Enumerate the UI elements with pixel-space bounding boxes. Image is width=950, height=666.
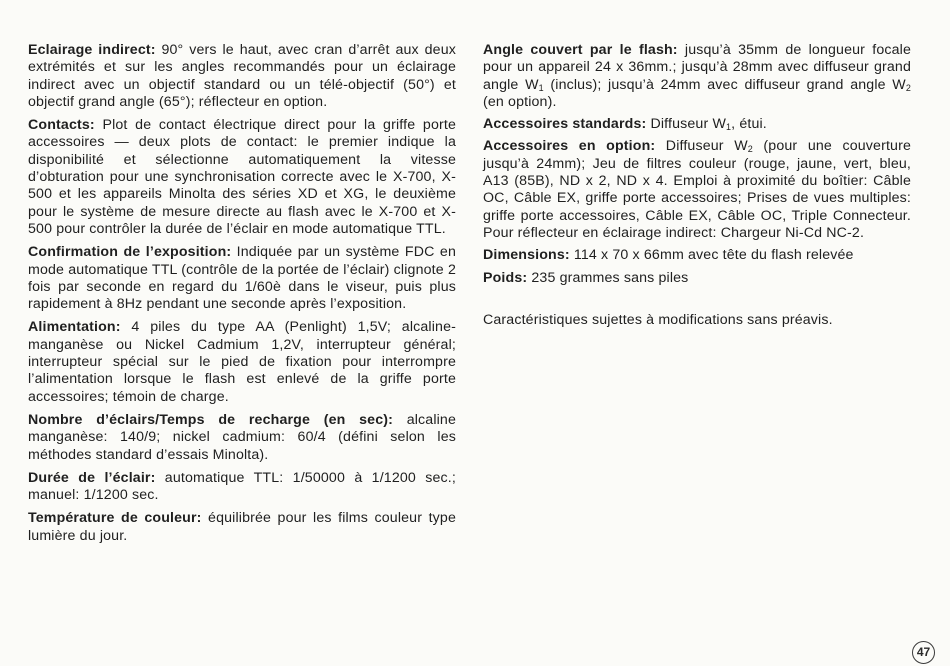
spec-coverage-angle	[483, 42, 911, 111]
left-column	[28, 42, 456, 551]
spec-text: équilibrée pour les films couleur type lumière du jour.	[28, 510, 456, 544]
spec-optional-accessories	[483, 138, 911, 242]
spec-term: Température de couleur:	[28, 510, 202, 527]
spec-text: 114 x 70 x 66mm avec tête du flash relevée	[569, 247, 854, 264]
subscript: 1	[725, 122, 732, 133]
spec-notice: Caractéristiques sujettes à modifications sans préavis.	[483, 311, 833, 328]
spec-text: (en option).	[483, 93, 557, 110]
spec-contacts	[28, 117, 456, 238]
spec-term: Nombre d’éclairs/Temps de recharge (en sec):	[28, 411, 393, 428]
spec-text: jusqu’à 35mm de longueur focale pour un appareil 24 x 36mm.; jusqu’à 28mm avec diffuseur grand angle W	[483, 42, 911, 93]
spec-term: Dimensions:	[483, 247, 570, 264]
spec-term: Angle couvert par le flash:	[483, 42, 678, 58]
spec-text: (inclus); jusqu’à 24mm avec diffuseur grand angle W	[543, 76, 906, 93]
subscript: 2	[747, 144, 753, 155]
spec-bounce-lighting	[28, 42, 456, 111]
spec-exposure-confirmation	[28, 244, 456, 313]
spec-text: (pour une couverture jusqu’à 24mm); Jeu de filtres couleur (rouge, jaune, vert, bleu, A13 (85B), ND x 2, ND x 4. Emploi à proximité du boîtier: Câble OC, Câble EX, griffe porte accessoires; Prises de vues multiples: griffe porte accessoires, Câble EX, Câble OC, Triple Connecteur. Pour réflecteur en éclairage indirect: Chargeur Ni-Cd NC-2.	[483, 138, 912, 241]
spec-term: Eclairage indirect:	[28, 42, 156, 58]
spec-power-supply	[28, 319, 456, 405]
spec-flash-duration	[28, 470, 456, 505]
spec-term: Alimentation:	[28, 319, 121, 336]
spec-text: 90° vers le haut, avec cran d’arrêt aux deux extrémités et sur les angles recommandés pour un éclairage indirect avec un objectif standard ou un télé-objectif (50°) et objectif grand angle (65°); réflecteur en option.	[28, 42, 456, 110]
spec-weight	[483, 270, 911, 287]
spec-text: Indiquée par un système FDC en mode automatique TTL (contrôle de la portée de l’éclair) clignote 2 fois par seconde en regard du 1/60è dans le viseur, puis plus rapidement à 8Hz pendant une seconde après l’exposition.	[28, 244, 456, 313]
spacer	[483, 292, 911, 312]
spec-term: Confirmation de l’exposition:	[28, 244, 232, 261]
spec-text: 235 grammes sans piles	[527, 269, 689, 286]
spec-flash-count-recycle	[28, 412, 456, 464]
spec-term: Accessoires en option:	[483, 138, 656, 155]
spec-text: , étui.	[731, 116, 767, 133]
spec-term: Contacts:	[28, 117, 95, 134]
spec-term: Accessoires standards:	[483, 116, 647, 133]
subscript: 1	[538, 82, 544, 93]
spec-color-temperature	[28, 510, 456, 545]
spec-term: Durée de l’éclair:	[28, 469, 156, 486]
spec-text: automatique TTL: 1/50000 à 1/1200 sec.; manuel: 1/1200 sec.	[28, 469, 456, 504]
spec-standard-accessories	[483, 116, 911, 133]
spec-text: Diffuseur W	[655, 138, 748, 155]
spec-term: Poids:	[483, 269, 528, 286]
spec-text: 4 piles du type AA (Penlight) 1,5V; alcaline-manganèse ou Nickel Cadmium 1,2V, interrupteur général; interrupteur spécial sur le pied de fixation pour interrompre l’alimentation lorsque le flash est enlevé de la griffe porte accessoires; témoin de charge.	[28, 319, 456, 405]
spec-text: alcaline manganèse: 140/9; nickel cadmium: 60/4 (défini selon les méthodes standard d’essais Minolta).	[28, 411, 457, 463]
spec-text: Diffuseur W	[646, 116, 726, 133]
page-number: 47	[912, 641, 935, 664]
spec-text: Plot de contact électrique direct pour la griffe porte accessoires — deux plots de contact: le premier indique la disponibilité et sélectionne automatiquement la vitesse d’obturation pour une synchronisation correcte avec le X-700, X-500 et les appareils Minolta des séries XD et XG, le deuxième pour le système de mesure directe au flash avec le X-700 et X-500 pour contrôler la durée de l’éclair en mode automatique TTL.	[28, 117, 456, 237]
subscript: 2	[905, 82, 911, 93]
spec-dimensions	[483, 247, 911, 264]
right-column	[483, 42, 911, 334]
